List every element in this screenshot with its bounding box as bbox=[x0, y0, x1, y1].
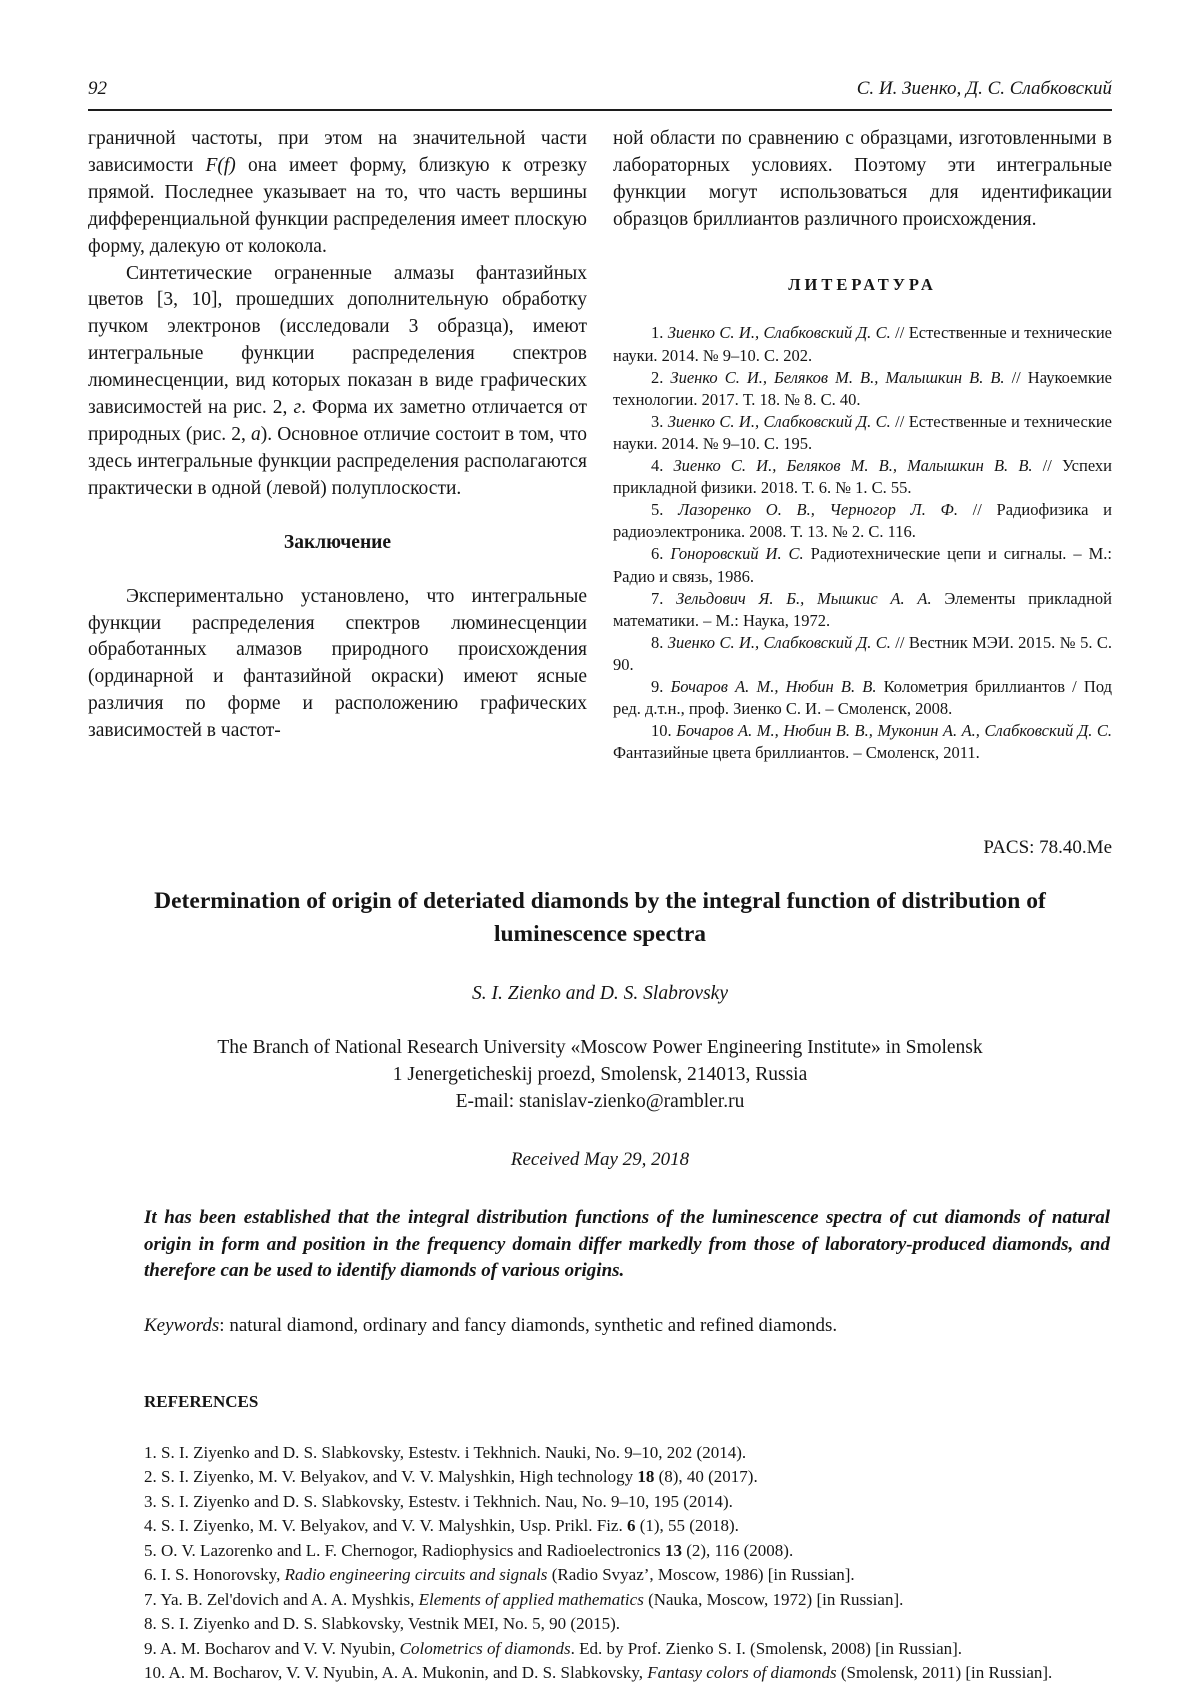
item-authors: Бочаров А. М., Нюбин В. В. bbox=[670, 677, 877, 697]
reference-item bbox=[144, 1563, 1112, 1587]
ref-text: (8), 40 (2017). bbox=[654, 1467, 758, 1487]
item-source: Элементы прикладной математики. – М.: Наука, 1972. bbox=[613, 588, 1112, 630]
item-number: 9. bbox=[651, 677, 671, 697]
literature-item bbox=[613, 499, 1112, 543]
reference-item bbox=[144, 1441, 1112, 1465]
reference-item bbox=[144, 1588, 1112, 1612]
reference-item bbox=[144, 1514, 1112, 1538]
text-run: она имеет форму, близкую к отрезку прямой. Последнее указывает на то, что часть вершины дифференциальной функции распределения имеет плоскую форму, далекую от колокола. bbox=[88, 154, 587, 257]
article-title-en: Determination of origin of deteriated diamonds by the integral function of distribution of luminescence spectra bbox=[154, 887, 1046, 947]
item-source: // Успехи прикладной физики. 2018. Т. 6. № 1. С. 55. bbox=[613, 456, 1113, 498]
paragraph bbox=[88, 126, 587, 261]
ref-volume: 6 bbox=[626, 1516, 636, 1536]
keywords-text: : natural diamond, ordinary and fancy diamonds, synthetic and refined diamonds. bbox=[219, 1314, 838, 1336]
affiliation-email: E-mail: stanislav-zienko@rambler.ru bbox=[455, 1091, 745, 1113]
item-authors: Зельдович Я. Б., Мышкис А. А. bbox=[676, 588, 932, 608]
reference-item bbox=[144, 1661, 1112, 1685]
right-column bbox=[613, 126, 1112, 765]
figure-letter: г bbox=[293, 397, 302, 419]
ref-text: 6. I. S. Honorovsky, bbox=[144, 1565, 285, 1585]
ref-volume: 13 bbox=[664, 1540, 682, 1560]
ref-text: 5. O. V. Lazorenko and L. F. Chernogor, Radiophysics and Radioelectronics bbox=[144, 1540, 665, 1560]
item-authors: Зиенко С. И., Слабковский Д. С. bbox=[667, 323, 891, 343]
literature-item bbox=[613, 455, 1112, 499]
page-number: 92 bbox=[88, 78, 107, 99]
left-column bbox=[88, 126, 587, 765]
item-source: // Наукоемкие технологии. 2017. Т. 18. № 8. С. 40. bbox=[613, 367, 1113, 409]
article-authors-en: S. I. Zienko and D. S. Slabrovsky bbox=[472, 983, 728, 1005]
ref-book-title: Fantasy colors of diamonds bbox=[647, 1663, 837, 1683]
item-authors: Зиенко С. И., Слабковский Д. С. bbox=[667, 632, 891, 652]
ref-volume: 18 bbox=[637, 1467, 655, 1487]
item-authors: Гоноровский И. С. bbox=[670, 544, 804, 564]
russian-body bbox=[88, 126, 1112, 765]
reference-item bbox=[144, 1465, 1112, 1489]
literature-item bbox=[613, 367, 1112, 411]
ref-book-title: Colometrics of diamonds bbox=[399, 1638, 571, 1658]
ref-text: 4. S. I. Ziyenko, M. V. Belyakov, and V. V. Malyshkin, Usp. Prikl. Fiz. bbox=[144, 1516, 627, 1536]
item-number: 4. bbox=[651, 456, 674, 476]
text-run: ). Основное отличие состоит в том, что здесь интегральные функции распределения располагаются практически в одной (левой) полуплоскости. bbox=[88, 423, 588, 499]
item-number: 10. bbox=[651, 721, 677, 741]
literature-item bbox=[613, 632, 1112, 676]
paragraph bbox=[88, 261, 587, 503]
text-run: Синтетические ограненные алмазы фантазийных цветов [3, 10], прошедших дополнительную обработку пучком электронов (исследовали 3 образца), имеют интегральные функции распределения спектров люминесценции, вид которых показан в виде графических зависимостей на рис. 2, bbox=[88, 262, 587, 419]
figure-letter: а bbox=[250, 423, 261, 445]
references-list bbox=[144, 1441, 1112, 1686]
paragraph: ной области по сравнению с образцами, изготовленными в лабораторных условиях. Поэтому эти интегральные функции могут использоваться для идентификации образцов бриллиантов различного происхождения. bbox=[613, 128, 1112, 230]
keywords-label: Keywords bbox=[144, 1314, 220, 1336]
ref-text: . Ed. by Prof. Zienko S. I. (Smolensk, 2008) [in Russian]. bbox=[570, 1638, 963, 1658]
paragraph: Экспериментально установлено, что интегральные функции распределения спектров люминесценции обработанных алмазов природного происхождения (ординарной и фантазийной окраски) имеют ясные различия по форме и расположению графических зависимостей в частот- bbox=[88, 585, 587, 742]
affiliation-line: The Branch of National Research University «Moscow Power Engineering Institute» in Smolensk bbox=[217, 1037, 983, 1059]
item-number: 6. bbox=[651, 544, 671, 564]
reference-item bbox=[144, 1539, 1112, 1563]
conclusion-heading: Заключение bbox=[283, 531, 392, 553]
pacs-code: PACS: 78.40.Me bbox=[983, 836, 1112, 858]
item-source: Колометрия бриллиантов / Под ред. д.т.н., проф. Зиенко С. И. – Смоленск, 2008. bbox=[613, 677, 1113, 719]
ref-text: 3. S. I. Ziyenko and D. S. Slabkovsky, Estestv. i Tekhnich. Nau, No. 9–10, 195 (2014). bbox=[144, 1491, 733, 1511]
ref-text: 8. S. I. Ziyenko and D. S. Slabkovsky, Vestnik MEI, No. 5, 90 (2015). bbox=[144, 1614, 620, 1634]
reference-item bbox=[144, 1637, 1112, 1661]
literature-item bbox=[613, 720, 1112, 764]
literature-item bbox=[613, 411, 1112, 455]
keywords bbox=[144, 1315, 1112, 1337]
item-number: 8. bbox=[651, 632, 668, 652]
literature-item bbox=[613, 676, 1112, 720]
reference-item bbox=[144, 1490, 1112, 1514]
ref-text: (1), 55 (2018). bbox=[635, 1516, 739, 1536]
item-source: Радиотехнические цепи и сигналы. – М.: Радио и связь, 1986. bbox=[613, 544, 1112, 586]
item-number: 2. bbox=[651, 367, 671, 387]
item-number: 7. bbox=[651, 588, 677, 608]
references-heading: REFERENCES bbox=[144, 1391, 259, 1411]
item-authors: Зиенко С. И., Беляков М. В., Малышкин В. В. bbox=[670, 367, 1005, 387]
ref-text: (Nauka, Moscow, 1972) [in Russian]. bbox=[643, 1589, 904, 1609]
ref-text: (Smolensk, 2011) [in Russian]. bbox=[836, 1663, 1053, 1683]
item-number: 3. bbox=[651, 411, 668, 431]
item-authors: Лазоренко О. В., Черногор Л. Ф. bbox=[678, 500, 958, 520]
literature-list bbox=[613, 322, 1112, 764]
affiliation bbox=[88, 1035, 1112, 1116]
running-header bbox=[88, 78, 1112, 111]
formula-F-f: F(f) bbox=[205, 154, 236, 176]
ref-text: (Radio Svyaz’, Moscow, 1986) [in Russian]. bbox=[547, 1565, 855, 1585]
affiliation-line: 1 Jenergeticheskij proezd, Smolensk, 214013, Russia bbox=[392, 1064, 808, 1086]
ref-text: 10. A. M. Bocharov, V. V. Nyubin, A. A. Mukonin, and D. S. Slabkovsky, bbox=[144, 1663, 648, 1683]
item-authors: Бочаров А. М., Нюбин В. В., Муконин А. А., Слабковский Д. С. bbox=[676, 721, 1112, 741]
item-authors: Зиенко С. И., Беляков М. В., Малышкин В. В. bbox=[673, 456, 1033, 476]
item-number: 5. bbox=[651, 500, 679, 520]
item-number: 1. bbox=[651, 323, 668, 343]
running-head-authors: С. И. Зиенко, Д. С. Слабковский bbox=[856, 78, 1112, 99]
item-source: // Естественные и технические науки. 2014. № 9–10. С. 195. bbox=[613, 411, 1113, 453]
item-source: // Естественные и технические науки. 2014. № 9–10. С. 202. bbox=[613, 323, 1113, 365]
literature-item bbox=[613, 588, 1112, 632]
item-authors: Зиенко С. И., Слабковский Д. С. bbox=[667, 411, 891, 431]
item-source: // Вестник МЭИ. 2015. № 5. С. 90. bbox=[613, 632, 1113, 675]
ref-book-title: Radio engineering circuits and signals bbox=[284, 1565, 548, 1585]
abstract: It has been established that the integral distribution functions of the luminescence spectra of cut diamonds of natural origin in form and position in the frequency domain differ markedly from those of laboratory-produced diamonds, and therefore can be used to identify diamonds of various origins. bbox=[144, 1207, 1110, 1282]
text-run: . Форма их заметно отличается от природных (рис. 2, bbox=[88, 397, 587, 445]
ref-text: 7. Ya. B. Zel'dovich and A. A. Myshkis, bbox=[144, 1589, 419, 1609]
ref-text: (2), 116 (2008). bbox=[681, 1540, 794, 1560]
reference-item bbox=[144, 1612, 1112, 1636]
ref-text: 2. S. I. Ziyenko, M. V. Belyakov, and V. V. Malyshkin, High technology bbox=[144, 1467, 638, 1487]
ref-text: 1. S. I. Ziyenko and D. S. Slabkovsky, Estestv. i Tekhnich. Nauki, No. 9–10, 202 (2014). bbox=[144, 1442, 747, 1462]
literature-item bbox=[613, 322, 1112, 366]
item-source: Фантазийные цвета бриллиантов. – Смоленск, 2011. bbox=[613, 743, 980, 763]
received-date: Received May 29, 2018 bbox=[510, 1149, 690, 1171]
ref-book-title: Elements of applied mathematics bbox=[418, 1589, 644, 1609]
literature-heading: ЛИТЕРАТУРА bbox=[788, 274, 937, 294]
ref-text: 9. A. M. Bocharov and V. V. Nyubin, bbox=[144, 1638, 400, 1658]
item-source: // Радиофизика и радиоэлектроника. 2008. Т. 13. № 2. С. 116. bbox=[613, 500, 1113, 542]
text-run: граничной частоты, при этом на значительной части зависимости bbox=[88, 128, 587, 176]
literature-item bbox=[613, 543, 1112, 587]
